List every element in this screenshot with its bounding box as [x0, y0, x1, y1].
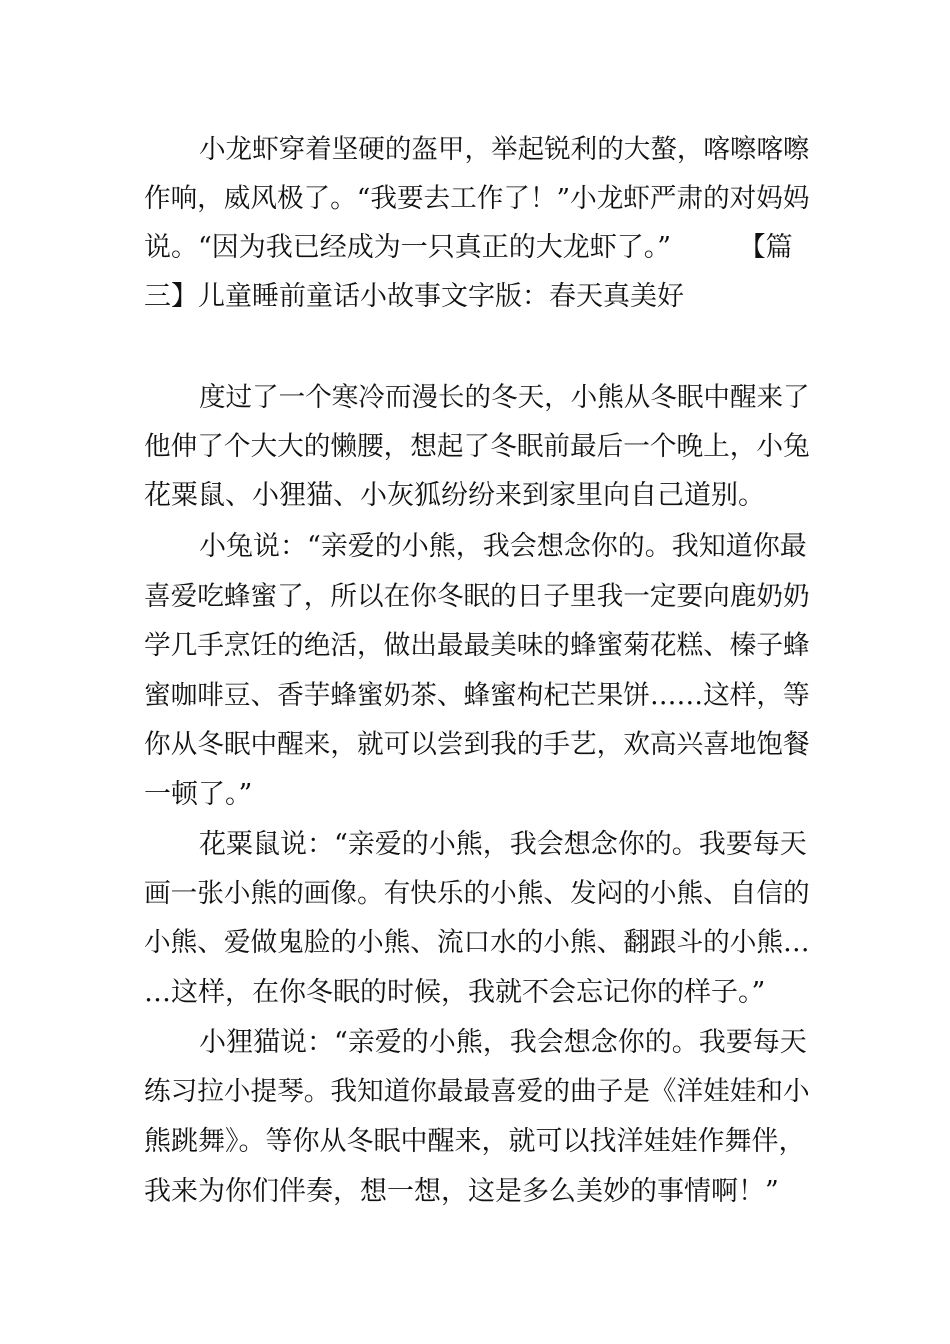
- text-line: 一顿了。”: [144, 779, 253, 810]
- text-line: 作响，威风极了。“我要去工作了！”小龙虾严肃的对妈妈: [144, 183, 810, 214]
- text-line: 你从冬眠中醒来，就可以尝到我的手艺，欢高兴喜地饱餐: [144, 729, 810, 760]
- text-line: …这样，在你冬眠的时候，我就不会忘记你的样子。”: [144, 977, 766, 1008]
- text-line: 小熊、爱做鬼脸的小熊、流口水的小熊、翻跟斗的小熊…: [144, 927, 810, 958]
- text-line: 花粟鼠说：“亲爱的小熊，我会想念你的。我要每天: [199, 829, 807, 860]
- text-line: 小龙虾穿着坚硬的盔甲，举起锐利的大螯，喀嚓喀嚓: [199, 134, 810, 165]
- text-line: 我来为你们伴奏，想一想，这是多么美妙的事情啊！”: [144, 1176, 779, 1207]
- text-line: 学几手烹饪的绝活，做出最最美味的蜂蜜菊花糕、榛子蜂: [144, 630, 810, 661]
- text-line: 他伸了个大大的懒腰，想起了冬眠前最后一个晚上，小兔: [144, 431, 810, 462]
- text-line: 练习拉小提琴。我知道你最最喜爱的曲子是《洋娃娃和小: [144, 1076, 810, 1107]
- text-line: 小狸猫说：“亲爱的小熊，我会想念你的。我要每天: [199, 1027, 807, 1058]
- text-line: 三】儿童睡前童话小故事文字版：春天真美好: [144, 281, 684, 312]
- text-line: 说。“因为我已经成为一只真正的大龙虾了。” 【篇: [144, 232, 793, 263]
- text-line: 喜爱吃蜂蜜了，所以在你冬眠的日子里我一定要向鹿奶奶: [144, 581, 810, 612]
- text-line: 度过了一个寒冷而漫长的冬天，小熊从冬眠中醒来了: [199, 382, 810, 413]
- text-line: 熊跳舞》。等你从冬眠中醒来，就可以找洋娃娃作舞伴，: [144, 1126, 806, 1157]
- text-line: 画一张小熊的画像。有快乐的小熊、发闷的小熊、自信的: [144, 878, 810, 909]
- text-line: 蜜咖啡豆、香芋蜂蜜奶茶、蜂蜜枸杞芒果饼……这样，等: [144, 680, 810, 711]
- text-line: 花粟鼠、小狸猫、小灰狐纷纷来到家里向自己道别。: [144, 480, 765, 511]
- text-line: 小兔说：“亲爱的小熊，我会想念你的。我知道你最: [199, 531, 807, 562]
